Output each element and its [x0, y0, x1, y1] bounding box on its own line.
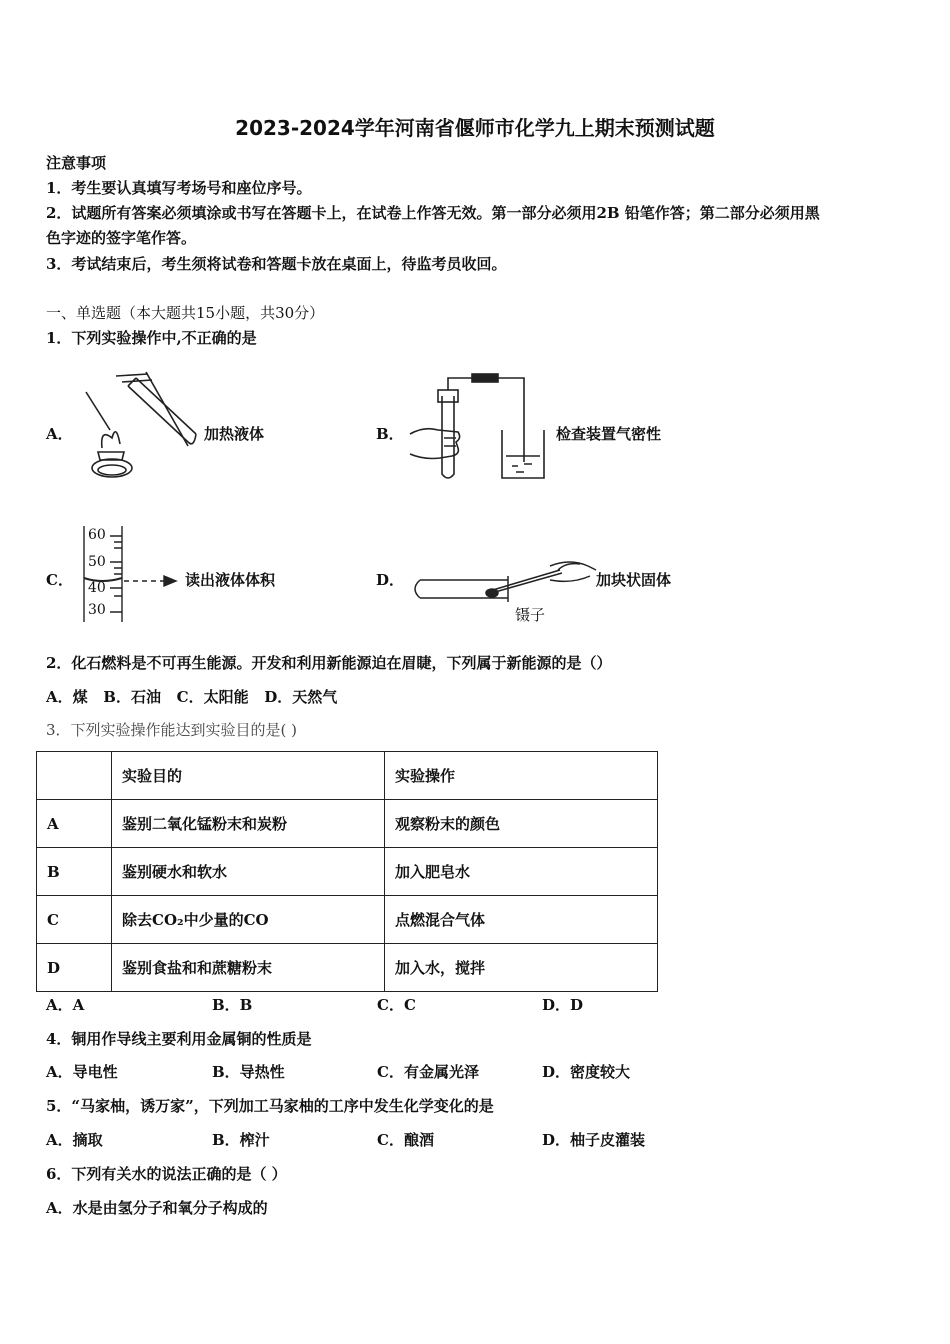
notice-heading: 注意事项	[46, 154, 107, 172]
q5-option: D．柚子皮灌装	[542, 1131, 646, 1149]
q1-option-a-label: 加热液体	[204, 425, 265, 443]
table-cell: 除去CO₂中少量的CO	[112, 896, 385, 944]
q3-option: B．B	[212, 996, 253, 1014]
q4-option: C．有金属光泽	[377, 1063, 479, 1081]
table-cell: 观察粉末的颜色	[385, 800, 658, 848]
q1-option-a-letter: A．	[46, 425, 73, 443]
q3-option: D．D	[542, 996, 584, 1014]
table-row	[37, 944, 658, 992]
q4-stem: 4．铜用作导线主要利用金属铜的性质是	[46, 1030, 312, 1048]
table-cell: A	[37, 800, 112, 848]
table-cell: 加入水，搅拌	[385, 944, 658, 992]
q1-option-d-label: 加块状固体	[596, 571, 672, 589]
table-row	[37, 800, 658, 848]
q1-option-d-letter: D．	[376, 571, 405, 589]
q1-option-c-label: 读出液体体积	[185, 571, 276, 589]
notice-item: 3．考试结束后，考生须将试卷和答题卡放在桌面上，待监考员收回。	[46, 255, 507, 273]
table-cell: 鉴别二氧化锰粉末和炭粉	[112, 800, 385, 848]
page-title: 2023-2024学年河南省偃师市化学九上期末预测试题	[235, 116, 715, 140]
table-cell: 鉴别食盐和和蔗糖粉末	[112, 944, 385, 992]
q2-stem: 2．化石燃料是不可再生能源。开发和利用新能源迫在眉睫，下列属于新能源的是（）	[46, 654, 612, 672]
table-header-cell: 实验操作	[385, 752, 658, 800]
tweezers-solid-illustration	[410, 560, 596, 606]
heating-liquid-illustration	[76, 368, 200, 486]
table-cell: B	[37, 848, 112, 896]
q4-option: B．导热性	[212, 1063, 285, 1081]
table-cell: 加入肥皂水	[385, 848, 658, 896]
q3-table	[36, 751, 658, 992]
q5-option: B．榨汁	[212, 1131, 270, 1149]
q2-options: A．煤 B．石油 C．太阳能 D．天然气	[46, 688, 338, 706]
q1-option-c-letter: C．	[46, 571, 73, 589]
cylinder-mark-50: 50	[88, 554, 106, 570]
table-header-row	[37, 752, 658, 800]
cylinder-mark-40: 40	[88, 580, 106, 596]
q5-stem: 5．“马家柚，诱万家”，下列加工马家柚的工序中发生化学变化的是	[46, 1097, 494, 1115]
table-cell: D	[37, 944, 112, 992]
table-row	[37, 896, 658, 944]
q1-option-b-label: 检查装置气密性	[556, 425, 662, 443]
q4-option: D．密度较大	[542, 1063, 631, 1081]
table-cell: 点燃混合气体	[385, 896, 658, 944]
table-cell: C	[37, 896, 112, 944]
notice-item: 2．试题所有答案必须填涂或书写在答题卡上，在试卷上作答无效。第一部分必须用2B 铅笔作答；第二部分必须用黑	[46, 204, 820, 222]
q3-option: A．A	[46, 996, 85, 1014]
table-header-cell: 实验目的	[112, 752, 385, 800]
cylinder-mark-60: 60	[88, 527, 106, 543]
airtightness-check-illustration	[404, 374, 554, 482]
q4-option: A．导电性	[46, 1063, 118, 1081]
q5-option: C．酿酒	[377, 1131, 434, 1149]
tweezers-label: 镊子	[515, 606, 546, 624]
notice-item: 色字迹的签字笔作答。	[46, 229, 197, 247]
q1-stem: 1．下列实验操作中,不正确的是	[46, 329, 257, 347]
notice-item: 1．考生要认真填写考场号和座位序号。	[46, 179, 312, 197]
section-heading: 一、单选题（本大题共15小题，共30分）	[46, 304, 325, 322]
q6-option: A．水是由氢分子和氧分子构成的	[46, 1199, 268, 1217]
q5-option: A．摘取	[46, 1131, 103, 1149]
q6-stem: 6．下列有关水的说法正确的是（ ）	[46, 1165, 287, 1183]
table-cell: 鉴别硬水和软水	[112, 848, 385, 896]
q3-option: C．C	[377, 996, 416, 1014]
cylinder-mark-30: 30	[88, 602, 106, 618]
table-header-cell	[37, 752, 112, 800]
q3-stem: 3．下列实验操作能达到实验目的是( )	[46, 721, 298, 739]
q1-option-b-letter: B．	[376, 425, 404, 443]
table-row	[37, 848, 658, 896]
